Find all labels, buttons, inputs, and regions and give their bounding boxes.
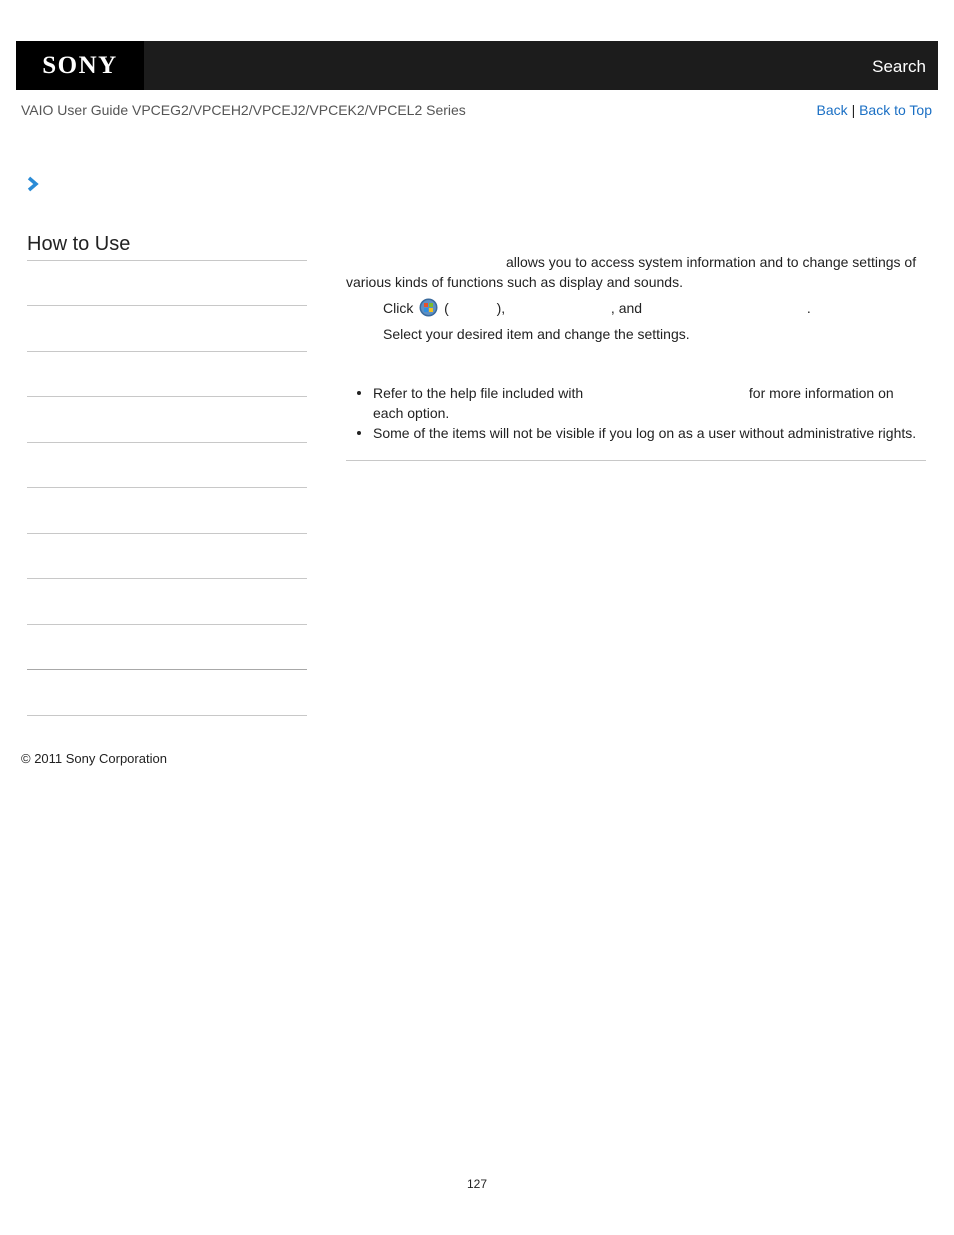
content-intro <box>346 252 926 292</box>
breadcrumb-chevron-icon[interactable] <box>26 176 40 192</box>
guide-title: VAIO User Guide VPCEG2/VPCEH2/VPCEJ2/VPCEK2/VPCEL2 Series <box>21 102 466 118</box>
sidebar-item[interactable] <box>27 669 307 670</box>
content-divider <box>346 460 926 461</box>
section-title: How to Use <box>27 233 131 255</box>
sidebar-item[interactable] <box>27 487 307 488</box>
nav-separator: | <box>851 102 856 118</box>
logo-text: SONY <box>42 51 118 79</box>
hint-item <box>346 423 926 443</box>
hint1-a: Refer to the help file included with <box>373 385 584 401</box>
sidebar-item[interactable] <box>27 624 307 625</box>
sidebar-item[interactable] <box>27 715 307 716</box>
sidebar-item[interactable] <box>27 351 307 352</box>
hint-item <box>346 383 926 423</box>
step1-paren-close: ), <box>496 300 506 316</box>
nav-links <box>817 102 932 118</box>
bullet-icon <box>357 391 361 395</box>
intro-line-2: various kinds of functions such as display and sounds. <box>346 274 683 290</box>
sidebar-item[interactable] <box>27 442 307 443</box>
intro-line-1: allows you to access system information and to change settings of <box>506 254 917 270</box>
hint-list <box>346 383 926 443</box>
sidebar-item[interactable] <box>27 396 307 397</box>
step1-and: , and <box>610 300 643 316</box>
windows-start-icon <box>419 298 438 317</box>
back-link[interactable]: Back <box>816 102 848 118</box>
step1-paren-open: ( <box>444 300 449 316</box>
copyright: © 2011 Sony Corporation <box>21 751 167 766</box>
sidebar-item[interactable] <box>27 578 307 579</box>
back-to-top-link[interactable]: Back to Top <box>859 102 932 118</box>
step1-period: . <box>806 300 811 316</box>
sony-logo[interactable] <box>16 41 144 90</box>
hint1-b: for more information on <box>748 385 894 401</box>
bullet-icon <box>357 431 361 435</box>
page-number: 127 <box>466 1177 488 1191</box>
step1-click: Click <box>383 300 414 316</box>
step-2: Select your desired item and change the settings. <box>383 326 690 342</box>
hint2-text: Some of the items will not be visible if you log on as a user without administrative rights. <box>373 425 917 441</box>
search-button[interactable]: Search <box>872 57 926 76</box>
sidebar-item[interactable] <box>27 533 307 534</box>
hint1-c: each option. <box>373 405 450 421</box>
sidebar-item[interactable] <box>27 305 307 306</box>
sidebar-divider <box>27 260 307 261</box>
header-bar <box>16 41 938 90</box>
step-1 <box>383 298 811 317</box>
